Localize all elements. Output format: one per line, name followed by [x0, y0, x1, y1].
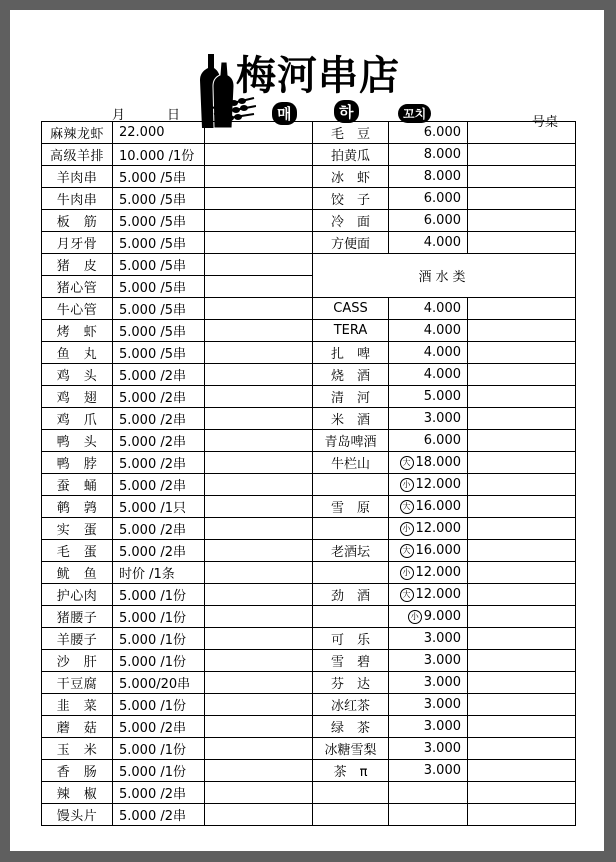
drink-qty-cell — [468, 386, 576, 408]
food-qty-cell — [205, 430, 313, 452]
drink-price-cell — [389, 298, 468, 320]
food-name: 沙 肝 — [42, 650, 113, 672]
staple-qty-cell — [468, 188, 576, 210]
food-price: 5.000 /2串 — [113, 540, 205, 562]
food-price: 5.000 /2串 — [113, 430, 205, 452]
drink-qty-cell — [468, 320, 576, 342]
food-name: 高级羊排 — [42, 144, 113, 166]
drink-price-cell — [389, 386, 468, 408]
drink-price: 4.000 — [423, 345, 461, 360]
drinks-section-title: 酒水类 — [313, 254, 576, 298]
drink-qty-cell — [468, 650, 576, 672]
staple-price: 6.000 — [389, 210, 468, 232]
table-row — [42, 496, 576, 518]
food-qty-cell — [205, 144, 313, 166]
staple-price: 4.000 — [389, 232, 468, 254]
food-name: 猪 皮 — [42, 254, 113, 276]
drink-price: 5.000 — [423, 389, 461, 404]
drink-qty-cell — [468, 716, 576, 738]
table-row — [42, 320, 576, 342]
drink-price-cell — [389, 518, 468, 540]
drink-name: 芬 达 — [313, 672, 389, 694]
drink-price: 3.000 — [423, 719, 461, 734]
drink-qty-cell — [468, 452, 576, 474]
food-qty-cell — [205, 782, 313, 804]
food-qty-cell — [205, 254, 313, 276]
drink-qty-cell — [468, 540, 576, 562]
drink-name — [313, 804, 389, 826]
food-price: 5.000 /2串 — [113, 364, 205, 386]
food-qty-cell — [205, 694, 313, 716]
drink-price: 12.000 — [415, 587, 461, 602]
table-row — [42, 694, 576, 716]
table-row — [42, 122, 576, 144]
food-price: 5.000 /1份 — [113, 738, 205, 760]
food-qty-cell — [205, 452, 313, 474]
food-name: 蘑 菇 — [42, 716, 113, 738]
size-badge: 大 — [400, 500, 414, 514]
korean-char-3: 꼬치 — [398, 104, 431, 123]
food-name: 猪心管 — [42, 276, 113, 298]
drink-price-cell — [389, 606, 468, 628]
food-qty-cell — [205, 738, 313, 760]
size-badge: 小 — [400, 566, 414, 580]
drink-qty-cell — [468, 342, 576, 364]
food-qty-cell — [205, 122, 313, 144]
drink-price: 3.000 — [423, 411, 461, 426]
food-name: 辣 椒 — [42, 782, 113, 804]
drink-price-cell — [389, 738, 468, 760]
food-name: 香 肠 — [42, 760, 113, 782]
drink-price: 3.000 — [423, 763, 461, 778]
drink-price: 16.000 — [415, 499, 461, 514]
drink-price: 3.000 — [423, 653, 461, 668]
food-qty-cell — [205, 672, 313, 694]
food-qty-cell — [205, 408, 313, 430]
food-price: 5.000 /2串 — [113, 518, 205, 540]
food-name: 鸭 头 — [42, 430, 113, 452]
food-qty-cell — [205, 364, 313, 386]
drink-name: 茶 π — [313, 760, 389, 782]
drink-price-cell — [389, 320, 468, 342]
drink-name: 牛栏山 — [313, 452, 389, 474]
food-name: 月牙骨 — [42, 232, 113, 254]
food-qty-cell — [205, 540, 313, 562]
drink-qty-cell — [468, 562, 576, 584]
food-name: 鸡 翅 — [42, 386, 113, 408]
food-price: 5.000 /5串 — [113, 166, 205, 188]
food-price: 5.000 /5串 — [113, 232, 205, 254]
table-row — [42, 606, 576, 628]
food-price: 5.000 /2串 — [113, 716, 205, 738]
food-price: 5.000 /5串 — [113, 320, 205, 342]
drink-name: 老酒坛 — [313, 540, 389, 562]
drink-price: 12.000 — [415, 521, 461, 536]
food-price: 5.000 /2串 — [113, 782, 205, 804]
drink-name — [313, 782, 389, 804]
table-row — [42, 738, 576, 760]
drink-price: 16.000 — [415, 543, 461, 558]
table-row — [42, 342, 576, 364]
table-row — [42, 672, 576, 694]
staple-price: 6.000 — [389, 188, 468, 210]
drink-price-cell — [389, 364, 468, 386]
drink-qty-cell — [468, 804, 576, 826]
drink-qty-cell — [468, 584, 576, 606]
staple-qty-cell — [468, 122, 576, 144]
food-name: 羊肉串 — [42, 166, 113, 188]
staple-qty-cell — [468, 166, 576, 188]
food-name: 韭 菜 — [42, 694, 113, 716]
food-price: 5.000 /2串 — [113, 386, 205, 408]
food-name: 实 蛋 — [42, 518, 113, 540]
food-name: 鹌 鹑 — [42, 496, 113, 518]
drink-qty-cell — [468, 782, 576, 804]
table-row — [42, 518, 576, 540]
drink-price: 4.000 — [423, 367, 461, 382]
table-row — [42, 408, 576, 430]
food-qty-cell — [205, 716, 313, 738]
food-price: 5.000 /5串 — [113, 276, 205, 298]
food-price: 5.000 /5串 — [113, 188, 205, 210]
staple-name: 毛 豆 — [313, 122, 389, 144]
drink-price: 6.000 — [423, 433, 461, 448]
food-price: 10.000 /1份 — [113, 144, 205, 166]
drink-price: 3.000 — [423, 675, 461, 690]
drink-price-cell — [389, 342, 468, 364]
table-row — [42, 760, 576, 782]
drink-name: 清 河 — [313, 386, 389, 408]
size-badge: 大 — [400, 456, 414, 470]
food-qty-cell — [205, 562, 313, 584]
drink-price-cell — [389, 496, 468, 518]
drink-name: CASS — [313, 298, 389, 320]
food-price: 5.000 /1份 — [113, 628, 205, 650]
drink-price-cell — [389, 760, 468, 782]
drink-qty-cell — [468, 408, 576, 430]
food-price: 5.000 /2串 — [113, 474, 205, 496]
size-badge: 小 — [408, 610, 422, 624]
food-price: 时价 /1条 — [113, 562, 205, 584]
staple-qty-cell — [468, 210, 576, 232]
food-name: 猪腰子 — [42, 606, 113, 628]
staple-price: 8.000 — [389, 144, 468, 166]
drink-price-cell — [389, 540, 468, 562]
drink-name: 扎 啤 — [313, 342, 389, 364]
staple-price: 8.000 — [389, 166, 468, 188]
drink-name — [313, 562, 389, 584]
staple-qty-cell — [468, 144, 576, 166]
staple-qty-cell — [468, 232, 576, 254]
drink-name: 可 乐 — [313, 628, 389, 650]
table-row — [42, 562, 576, 584]
size-badge: 大 — [400, 588, 414, 602]
table-row — [42, 804, 576, 826]
food-qty-cell — [205, 232, 313, 254]
food-name: 蚕 蛹 — [42, 474, 113, 496]
food-qty-cell — [205, 518, 313, 540]
drink-name: 冰红茶 — [313, 694, 389, 716]
drink-name — [313, 474, 389, 496]
food-price: 5.000 /1份 — [113, 694, 205, 716]
drink-price: 12.000 — [415, 565, 461, 580]
food-qty-cell — [205, 342, 313, 364]
table-row — [42, 716, 576, 738]
drink-price: 3.000 — [423, 697, 461, 712]
food-qty-cell — [205, 628, 313, 650]
restaurant-name: 梅河串店 — [236, 53, 400, 99]
table-row — [42, 540, 576, 562]
drink-name: 绿 茶 — [313, 716, 389, 738]
drink-qty-cell — [468, 694, 576, 716]
food-price: 5.000 /2串 — [113, 408, 205, 430]
table-row — [42, 584, 576, 606]
drink-price-cell — [389, 408, 468, 430]
food-name: 牛肉串 — [42, 188, 113, 210]
drink-qty-cell — [468, 496, 576, 518]
drink-price: 4.000 — [423, 323, 461, 338]
table-row — [42, 210, 576, 232]
table-row — [42, 474, 576, 496]
food-price: 5.000 /1份 — [113, 584, 205, 606]
food-name: 鸭 脖 — [42, 452, 113, 474]
day-label: 日 — [167, 108, 181, 123]
drink-price-cell — [389, 650, 468, 672]
drink-name: 米 酒 — [313, 408, 389, 430]
table-row — [42, 144, 576, 166]
table-row — [42, 188, 576, 210]
staple-name: 冷 面 — [313, 210, 389, 232]
drink-name — [313, 606, 389, 628]
drink-name: 劲 酒 — [313, 584, 389, 606]
food-qty-cell — [205, 298, 313, 320]
size-badge: 小 — [400, 478, 414, 492]
food-qty-cell — [205, 760, 313, 782]
food-name: 牛心管 — [42, 298, 113, 320]
staple-name: 方便面 — [313, 232, 389, 254]
food-price: 22.000 — [113, 122, 205, 144]
table-row — [42, 232, 576, 254]
size-badge: 大 — [400, 544, 414, 558]
food-qty-cell — [205, 386, 313, 408]
drink-name — [313, 518, 389, 540]
drink-price: 3.000 — [423, 631, 461, 646]
drink-price-cell — [389, 430, 468, 452]
korean-char-1: 매 — [272, 102, 297, 125]
food-name: 玉 米 — [42, 738, 113, 760]
staple-name: 冰 虾 — [313, 166, 389, 188]
drink-price: 3.000 — [423, 741, 461, 756]
food-name: 鸡 头 — [42, 364, 113, 386]
table-row — [42, 364, 576, 386]
food-name: 羊腰子 — [42, 628, 113, 650]
drink-qty-cell — [468, 298, 576, 320]
food-name: 馒头片 — [42, 804, 113, 826]
food-qty-cell — [205, 276, 313, 298]
drink-price-cell — [389, 804, 468, 826]
food-name: 麻辣龙虾 — [42, 122, 113, 144]
drink-price-cell — [389, 716, 468, 738]
food-price: 5.000 /2串 — [113, 452, 205, 474]
food-name: 板 筋 — [42, 210, 113, 232]
drink-name: 冰糖雪梨 — [313, 738, 389, 760]
drink-name: TERA — [313, 320, 389, 342]
table-row — [42, 298, 576, 320]
food-name: 鸡 爪 — [42, 408, 113, 430]
food-price: 5.000 /1份 — [113, 606, 205, 628]
drink-price: 4.000 — [423, 301, 461, 316]
drink-price: 12.000 — [415, 477, 461, 492]
menu-table — [41, 121, 576, 826]
drink-price: 18.000 — [415, 455, 461, 470]
food-name: 毛 蛋 — [42, 540, 113, 562]
food-price: 5.000 /1份 — [113, 650, 205, 672]
food-qty-cell — [205, 496, 313, 518]
table-row — [42, 254, 576, 276]
food-qty-cell — [205, 474, 313, 496]
staple-name: 饺 子 — [313, 188, 389, 210]
staple-price: 6.000 — [389, 122, 468, 144]
food-qty-cell — [205, 804, 313, 826]
food-price: 5.000 /5串 — [113, 254, 205, 276]
table-row — [42, 782, 576, 804]
drink-price-cell — [389, 782, 468, 804]
food-name: 烤 虾 — [42, 320, 113, 342]
food-price: 5.000 /5串 — [113, 210, 205, 232]
drink-price-cell — [389, 694, 468, 716]
drink-price-cell — [389, 474, 468, 496]
drink-price-cell — [389, 628, 468, 650]
food-name: 鱿 鱼 — [42, 562, 113, 584]
food-name: 护心肉 — [42, 584, 113, 606]
food-qty-cell — [205, 188, 313, 210]
drink-qty-cell — [468, 738, 576, 760]
food-price: 5.000 /1只 — [113, 496, 205, 518]
drink-name: 雪 碧 — [313, 650, 389, 672]
drink-name: 烧 酒 — [313, 364, 389, 386]
food-price: 5.000 /1份 — [113, 760, 205, 782]
food-qty-cell — [205, 320, 313, 342]
food-qty-cell — [205, 166, 313, 188]
food-price: 5.000 /2串 — [113, 804, 205, 826]
food-price: 5.000 /5串 — [113, 342, 205, 364]
drink-qty-cell — [468, 430, 576, 452]
table-row — [42, 430, 576, 452]
table-row — [42, 386, 576, 408]
drink-price-cell — [389, 672, 468, 694]
drink-name: 雪 原 — [313, 496, 389, 518]
drink-qty-cell — [468, 606, 576, 628]
size-badge: 小 — [400, 522, 414, 536]
food-qty-cell — [205, 210, 313, 232]
drink-qty-cell — [468, 760, 576, 782]
food-qty-cell — [205, 584, 313, 606]
drink-qty-cell — [468, 518, 576, 540]
drink-qty-cell — [468, 364, 576, 386]
drink-qty-cell — [468, 628, 576, 650]
table-number-label: 号桌 — [532, 115, 559, 130]
drink-price-cell — [389, 562, 468, 584]
food-name: 鱼 丸 — [42, 342, 113, 364]
drink-price-cell — [389, 584, 468, 606]
table-row — [42, 166, 576, 188]
drink-name: 青岛啤酒 — [313, 430, 389, 452]
korean-char-2: 하 — [334, 100, 359, 123]
staple-name: 拍黄瓜 — [313, 144, 389, 166]
food-name: 干豆腐 — [42, 672, 113, 694]
food-price: 5.000/20串 — [113, 672, 205, 694]
table-row — [42, 628, 576, 650]
table-row — [42, 650, 576, 672]
food-price: 5.000 /5串 — [113, 298, 205, 320]
table-row — [42, 452, 576, 474]
month-label: 月 — [112, 108, 126, 123]
food-qty-cell — [205, 606, 313, 628]
drink-qty-cell — [468, 672, 576, 694]
drink-qty-cell — [468, 474, 576, 496]
drink-price-cell — [389, 452, 468, 474]
food-qty-cell — [205, 650, 313, 672]
drink-price: 9.000 — [423, 609, 461, 624]
